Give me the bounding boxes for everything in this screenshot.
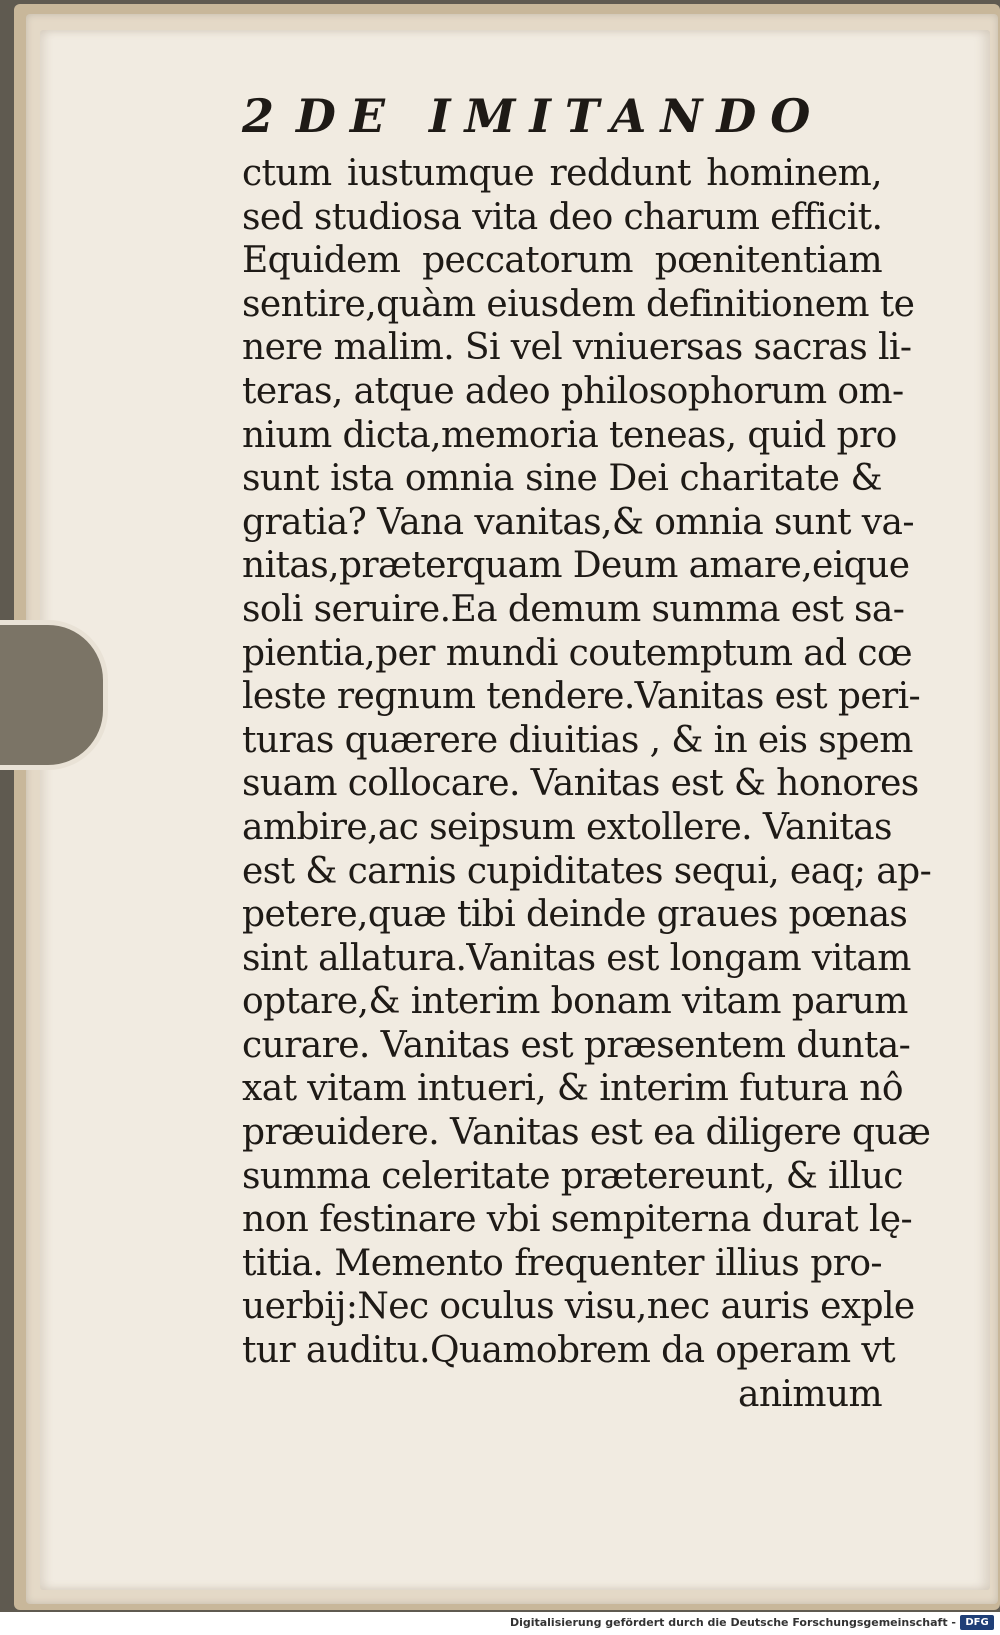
text-line: suam collocare. Vanitas est & honores: [242, 763, 919, 805]
text-line: nium dicta,memoria teneas, quid pro: [242, 414, 897, 456]
text-line: Equidem peccatorum pœnitentiam: [242, 240, 882, 282]
text-line: leste regnum tendere.Vanitas est peri-: [242, 676, 921, 718]
text-line: sunt ista omnia sine Dei charitate &: [242, 458, 882, 500]
text-line: xat vitam intueri, & interim futura nô: [242, 1068, 903, 1110]
text-line: tur auditu.Quamobrem da operam vt: [242, 1330, 895, 1372]
text-line: optare,& interim bonam vitam parum: [242, 981, 908, 1023]
dfg-logo-icon: DFG: [960, 1615, 994, 1630]
text-line: titia. Memento frequenter illius pro-: [242, 1242, 882, 1284]
catchword: animum: [737, 1373, 882, 1415]
text-line: teras, atque adeo philosophorum om-: [242, 370, 904, 412]
page-text-block: [242, 80, 932, 1416]
text-line: sint allatura.Vanitas est longam vitam: [242, 937, 911, 979]
text-line: petere,quæ tibi deinde graues pœnas: [242, 894, 908, 936]
body-text: [242, 152, 932, 1416]
text-line: ctum iustumque reddunt hominem,: [242, 153, 882, 194]
text-line: non festinare vbi sempiterna durat lę-: [242, 1199, 913, 1241]
text-line: præuidere. Vanitas est ea diligere quæ: [242, 1112, 931, 1154]
text-line: summa celeritate prætereunt, & illuc: [242, 1155, 903, 1197]
text-line: nere malim. Si vel vniuersas sacras li-: [242, 327, 912, 369]
running-head: [242, 80, 882, 152]
text-line: nitas,præterquam Deum amare,eique: [242, 545, 910, 587]
text-line: soli seruire.Ea demum summa est sa-: [242, 588, 905, 630]
book-clasp: [0, 620, 108, 770]
text-line: gratia? Vana vanitas,& omnia sunt va-: [242, 501, 914, 543]
text-line: uerbij:Nec oculus visu,nec auris exple: [242, 1286, 915, 1328]
text-line: est & carnis cupiditates sequi, eaq; ap-: [242, 850, 932, 892]
text-line: turas quærere diuitias , & in eis spem: [242, 719, 913, 761]
text-line: sentire,quàm eiusdem definitionem te: [242, 283, 915, 325]
text-line: curare. Vanitas est præsentem dunta-: [242, 1024, 911, 1066]
digitization-credit: Digitalisierung gefördert durch die Deutsche Forschungsgemeinschaft -: [509, 1616, 956, 1629]
running-title: DE IMITANDO: [296, 89, 825, 143]
text-line: pientia,per mundi coutemptum ad cœ: [242, 632, 912, 674]
text-line: sed studiosa vita deo charum efficit.: [242, 196, 883, 238]
page-number: 2: [242, 89, 275, 143]
text-line: ambire,ac seipsum extollere. Vanitas: [242, 806, 892, 848]
